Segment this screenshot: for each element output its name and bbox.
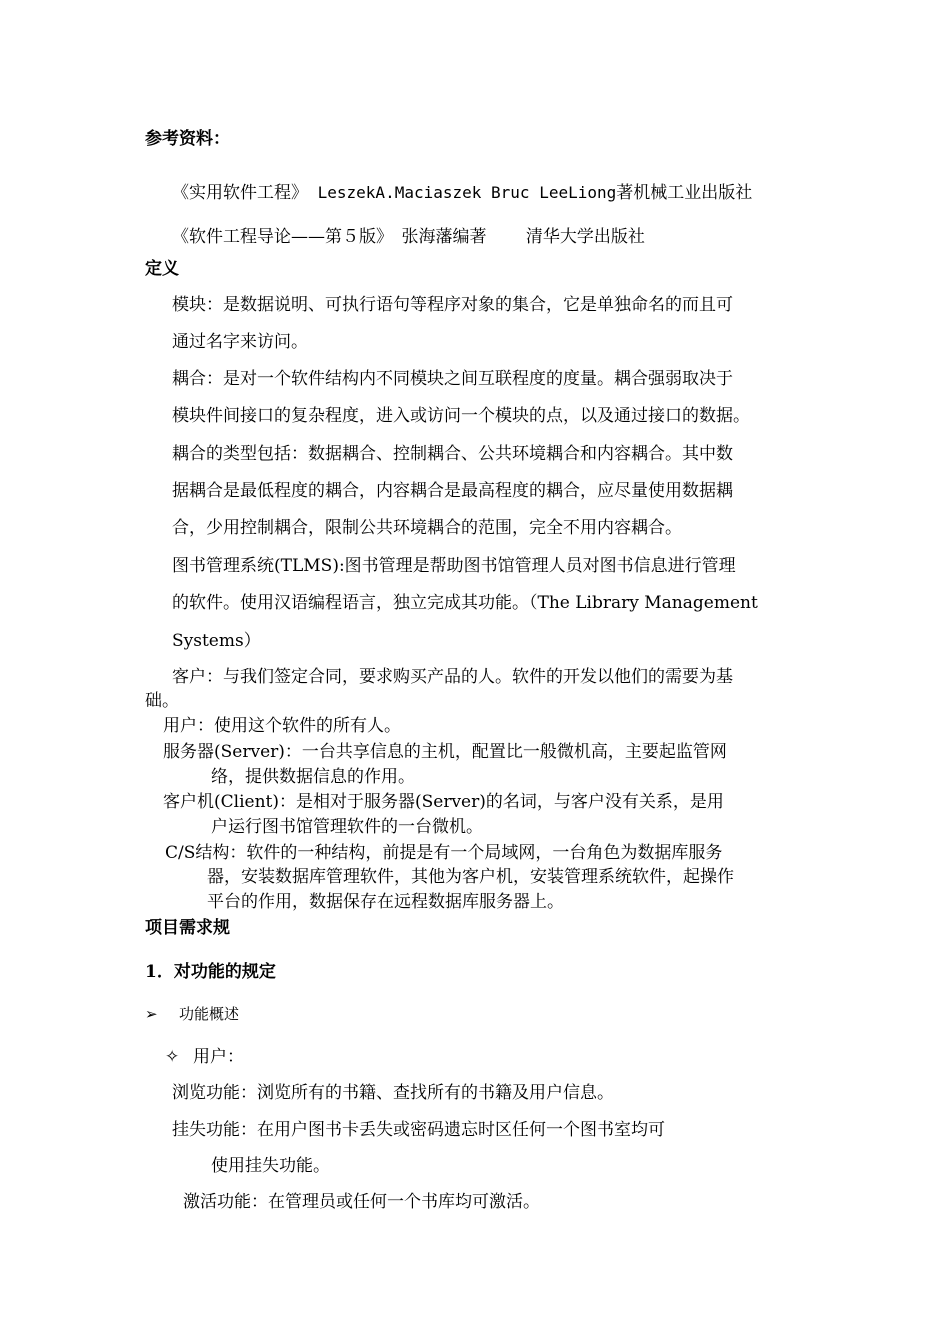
user-list-item	[165, 1046, 244, 1068]
overview-list-item	[145, 1003, 239, 1025]
definition-cs-line-2: 器，安装数据库管理软件，其他为客户机，安装管理系统软件，起操作	[207, 867, 734, 887]
definition-module-line-2: 通过名字来访问。	[172, 332, 308, 352]
definition-coupling-line-3: 耦合的类型包括：数据耦合、控制耦合、公共环境耦合和内容耦合。其中数	[172, 444, 733, 464]
arrow-bullet-icon: ➢	[145, 1005, 158, 1023]
definition-tlms-line-3: Systems）	[172, 631, 261, 651]
browse-function: 浏览功能：浏览所有的书籍、查找所有的书籍及用户信息。	[172, 1083, 614, 1103]
definition-tlms-line-1: 图书管理系统(TLMS):图书管理是帮助图书馆管理人员对图书信息进行管理	[172, 556, 736, 576]
definition-coupling-line-5: 合，少用控制耦合，限制公共环境耦合的范围，完全不用内容耦合。	[172, 518, 682, 538]
definition-coupling-line-1: 耦合：是对一个软件结构内不同模块之间互联程度的度量。耦合强弱取决于	[172, 369, 733, 389]
user-heading: 用户：	[193, 1047, 244, 1067]
activate-function: 激活功能：在管理员或任何一个书库均可激活。	[183, 1192, 540, 1212]
definition-customer-line-2: 础。	[145, 691, 179, 711]
loss-function-line-2: 使用挂失功能。	[211, 1156, 330, 1176]
requirements-heading: 项目需求规	[145, 918, 230, 938]
reference-1-authors: LeszekA.Maciaszek Bruc LeeLiong	[308, 183, 617, 202]
reference-1-publisher: 著机械工业出版社	[616, 183, 753, 203]
definition-client-line-2: 户运行图书馆管理软件的一台微机。	[211, 817, 483, 837]
definition-cs-line-1: C/S结构：软件的一种结构，前提是有一个局域网，一台角色为数据库服务	[165, 843, 723, 863]
section-functions-heading: 1．对功能的规定	[145, 962, 276, 982]
references-heading: 参考资料：	[145, 129, 230, 149]
loss-function-line-1: 挂失功能：在用户图书卡丢失或密码遗忘时区任何一个图书室均可	[172, 1120, 665, 1140]
definition-customer-line-1: 客户：与我们签定合同，要求购买产品的人。软件的开发以他们的需要为基	[172, 667, 733, 687]
reference-item-1	[172, 182, 752, 204]
definition-coupling-line-2: 模块件间接口的复杂程度，进入或访问一个模块的点，以及通过接口的数据。	[172, 406, 750, 426]
reference-1-title: 《实用软件工程》	[172, 183, 308, 203]
overview-label: 功能概述	[179, 1005, 240, 1023]
definition-cs-line-3: 平台的作用，数据保存在远程数据库服务器上。	[207, 892, 564, 912]
definition-module-line-1: 模块：是数据说明、可执行语句等程序对象的集合，它是单独命名的而且可	[172, 295, 733, 315]
definition-coupling-line-4: 据耦合是最低程度的耦合，内容耦合是最高程度的耦合，应尽量使用数据耦	[172, 481, 733, 501]
definition-tlms-line-2: 的软件。使用汉语编程语言，独立完成其功能。（The Library Management	[172, 593, 758, 613]
definition-user: 用户：使用这个软件的所有人。	[163, 716, 401, 736]
reference-item-2: 《软件工程导论——第５版》 张海藩编著 清华大学出版社	[172, 227, 645, 247]
definition-server-line-2: 络，提供数据信息的作用。	[211, 767, 415, 787]
definition-client-line-1: 客户机(Client)：是相对于服务器(Server)的名词，与客户没有关系，是用	[163, 792, 724, 812]
definitions-heading: 定义	[145, 259, 179, 279]
diamond-bullet-icon: ✧	[165, 1047, 180, 1067]
definition-server-line-1: 服务器(Server)：一台共享信息的主机，配置比一般微机高，主要起监管网	[163, 742, 727, 762]
